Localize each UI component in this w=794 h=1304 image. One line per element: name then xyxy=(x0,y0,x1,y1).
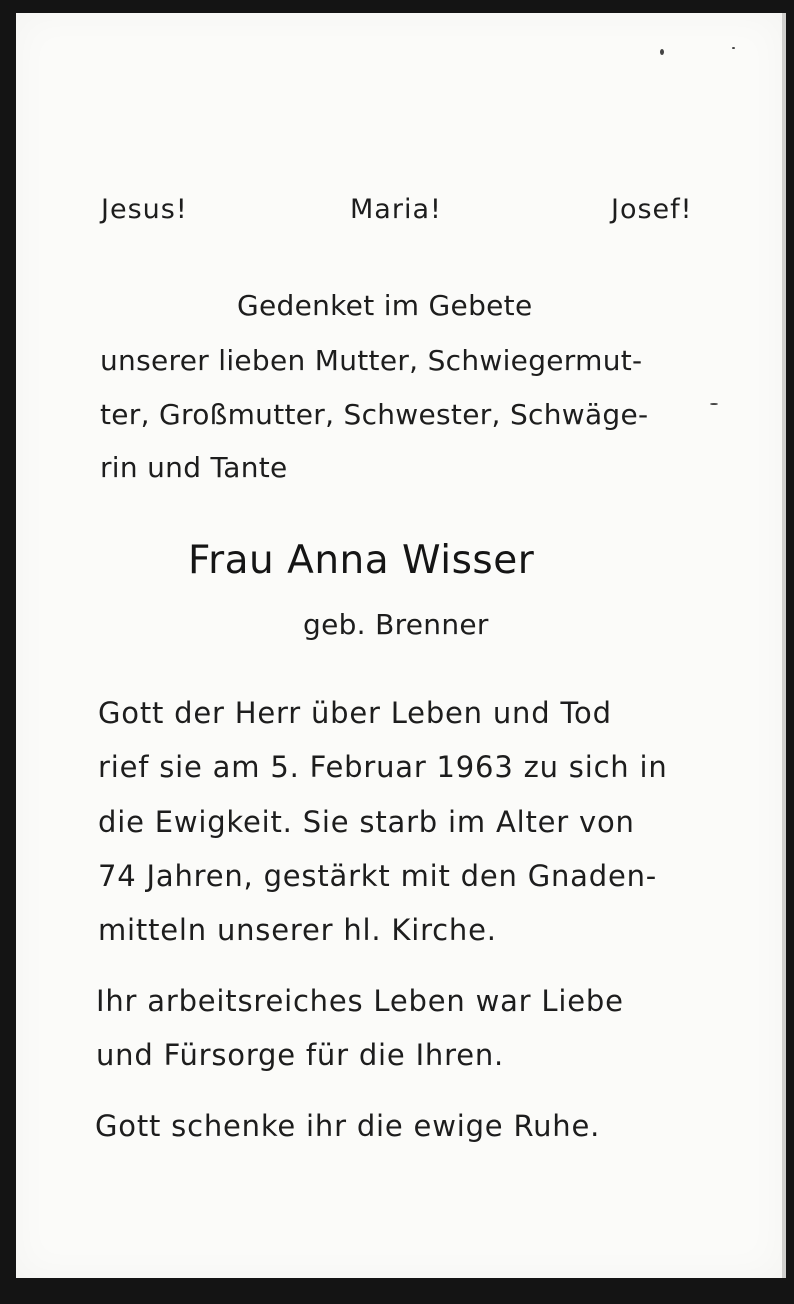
paragraph1-line: rief sie am 5. Februar 1963 zu sich in xyxy=(98,750,668,784)
paragraph1-line: die Ewigkeit. Sie starb im Alter von xyxy=(98,805,635,839)
intro-line: ter, Großmutter, Schwester, Schwäge- xyxy=(100,398,649,431)
header-jesus: Jesus! xyxy=(101,194,188,225)
paragraph1-line: mitteln unserer hl. Kirche. xyxy=(98,913,497,947)
header-maria: Maria! xyxy=(350,194,442,225)
intro-line: Gedenket im Gebete xyxy=(237,289,533,322)
speck-mark xyxy=(710,403,718,405)
intro-line: rin und Tante xyxy=(100,451,288,484)
paragraph1-line: 74 Jahren, gestärkt mit den Gnaden- xyxy=(98,859,658,893)
paragraph1-line: Gott der Herr über Leben und Tod xyxy=(98,696,612,730)
maiden-name: geb. Brenner xyxy=(303,608,489,641)
intro-line: unserer lieben Mutter, Schwiegermut- xyxy=(100,344,643,377)
speck-mark xyxy=(732,47,735,49)
paragraph2-line: Ihr arbeitsreiches Leben war Liebe xyxy=(96,984,624,1018)
paragraph2-line: und Fürsorge für die Ihren. xyxy=(96,1038,505,1072)
speck-mark xyxy=(660,49,664,55)
memorial-card xyxy=(16,13,786,1278)
closing-line: Gott schenke ihr die ewige Ruhe. xyxy=(95,1109,601,1143)
deceased-name: Frau Anna Wisser xyxy=(188,538,535,583)
header-josef: Josef! xyxy=(611,194,693,225)
